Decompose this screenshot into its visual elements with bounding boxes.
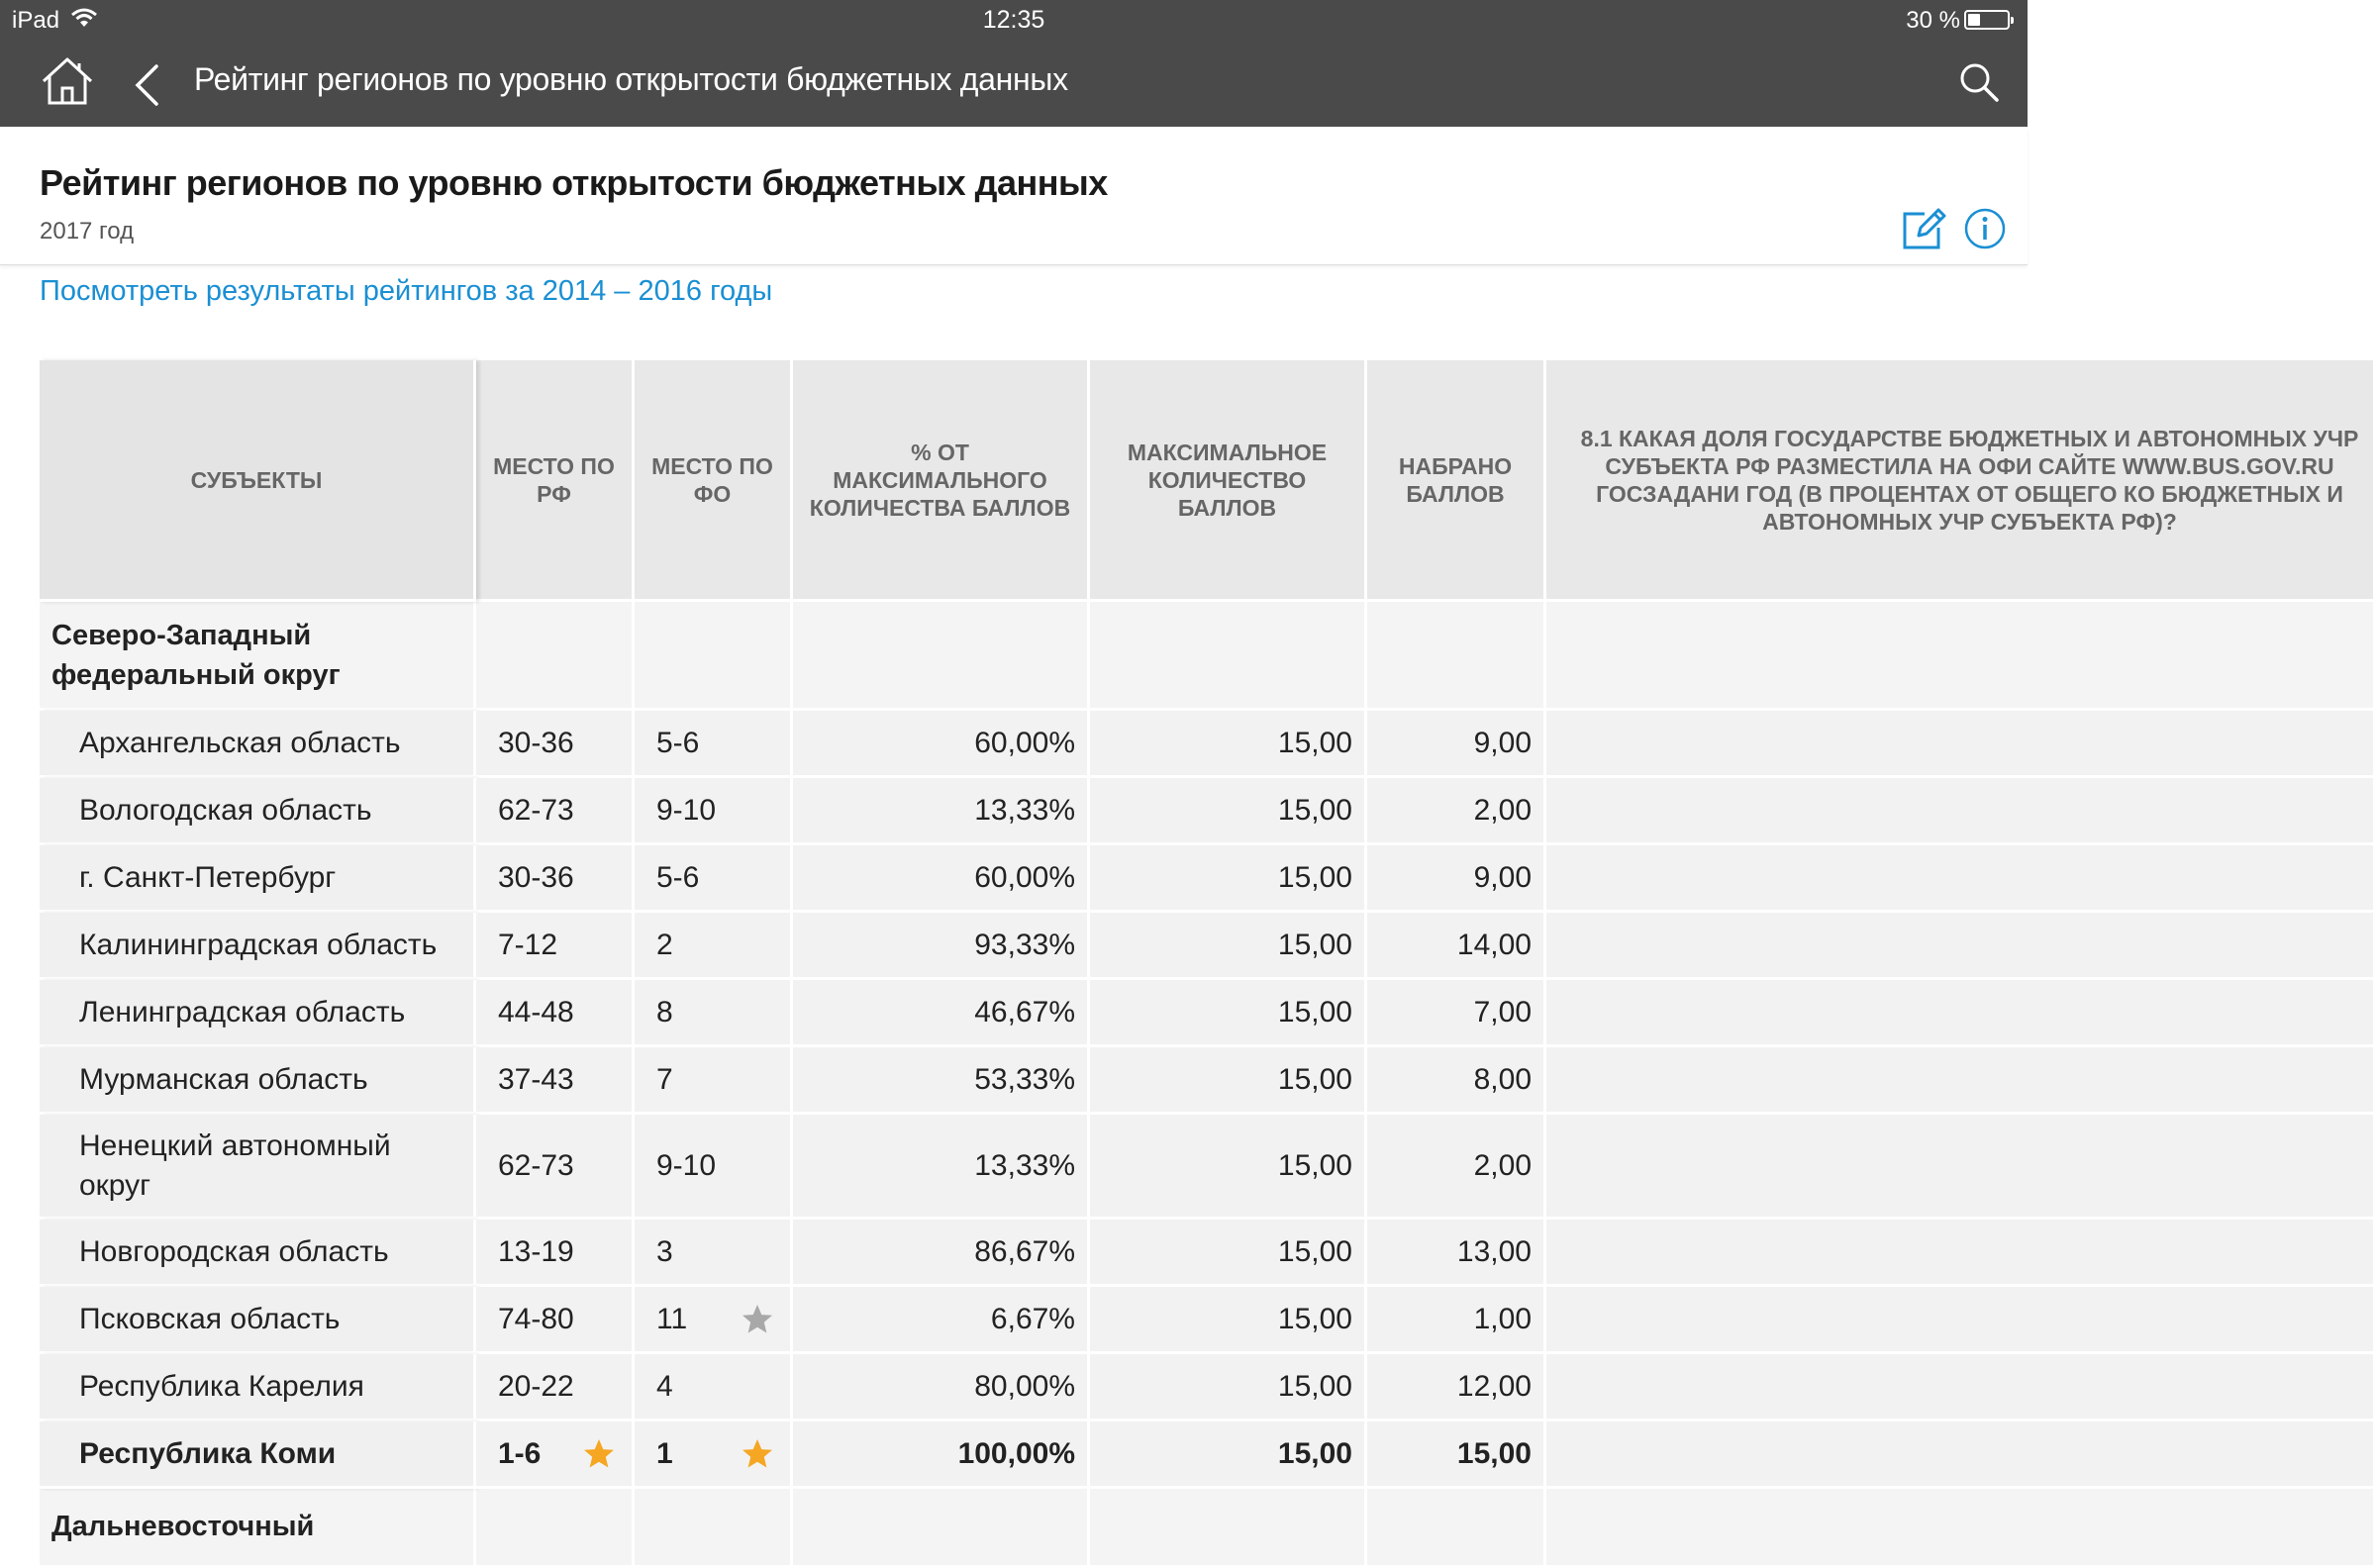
points: 9,00 — [1367, 845, 1546, 913]
points: 8,00 — [1367, 1047, 1546, 1115]
place-rf: 37-43 — [476, 1047, 635, 1115]
place-fo: 2 — [635, 913, 793, 980]
place-rf-cell — [476, 1421, 635, 1489]
max-points: 15,00 — [1090, 1220, 1367, 1287]
place-fo-cell — [635, 1287, 793, 1354]
place-fo: 3 — [635, 1220, 793, 1287]
place-rf: 44-48 — [476, 980, 635, 1047]
place-rf: 7-12 — [476, 913, 635, 980]
nav-title: Рейтинг регионов по уровню открытости бюджетных данных — [194, 61, 1068, 97]
place-fo-cell — [635, 1421, 793, 1489]
max-points: 15,00 — [1090, 1354, 1367, 1421]
col-header-place-rf[interactable]: МЕСТО ПО РФ — [476, 360, 635, 602]
region-name: Калининградская область — [40, 913, 476, 980]
history-ratings-link[interactable]: Посмотреть результаты рейтингов за 2014 – 2016 годы — [40, 275, 773, 307]
max-points: 15,00 — [1090, 845, 1367, 913]
place-fo: 7 — [635, 1047, 793, 1115]
points: 9,00 — [1367, 711, 1546, 778]
points: 15,00 — [1367, 1421, 1546, 1489]
percent-max: 100,00% — [793, 1421, 1090, 1489]
col-header-subjects[interactable]: СУБЪЕКТЫ — [40, 360, 476, 602]
table-row[interactable] — [40, 845, 2376, 913]
max-points: 15,00 — [1090, 711, 1367, 778]
page-title: Рейтинг регионов по уровню открытости бюджетных данных — [40, 162, 1108, 203]
points: 2,00 — [1367, 778, 1546, 845]
place-fo: 5-6 — [635, 845, 793, 913]
percent-max: 46,67% — [793, 980, 1090, 1047]
table-row[interactable] — [40, 778, 2376, 845]
battery-icon — [1964, 10, 2010, 30]
question-value — [1546, 913, 2376, 980]
region-name: г. Санкт-Петербург — [40, 845, 476, 913]
place-rf: 30-36 — [476, 845, 635, 913]
place-fo: 9-10 — [635, 778, 793, 845]
points: 2,00 — [1367, 1115, 1546, 1220]
place-rf: 62-73 — [476, 1115, 635, 1220]
table-row[interactable] — [40, 1047, 2376, 1115]
col-header-place-fo[interactable]: МЕСТО ПО ФО — [635, 360, 793, 602]
place-fo: 8 — [635, 980, 793, 1047]
battery-percent: 30 % — [1906, 7, 1960, 34]
star-gray-icon — [741, 1303, 774, 1336]
table-row[interactable] — [40, 1287, 2376, 1354]
percent-max: 86,67% — [793, 1220, 1090, 1287]
col-header-points[interactable]: НАБРАНО БАЛЛОВ — [1367, 360, 1546, 602]
max-points: 15,00 — [1090, 913, 1367, 980]
percent-max: 60,00% — [793, 711, 1090, 778]
star-gold-icon — [582, 1437, 616, 1471]
question-value — [1546, 845, 2376, 913]
question-value — [1546, 778, 2376, 845]
col-header-max-points[interactable]: МАКСИМАЛЬНОЕ КОЛИЧЕСТВО БАЛЛОВ — [1090, 360, 1367, 602]
points: 13,00 — [1367, 1220, 1546, 1287]
place-fo: 4 — [635, 1354, 793, 1421]
region-name: Новгородская область — [40, 1220, 476, 1287]
status-bar — [0, 0, 2028, 40]
page-header — [0, 127, 2028, 265]
percent-max: 53,33% — [793, 1047, 1090, 1115]
percent-max: 80,00% — [793, 1354, 1090, 1421]
rating-table[interactable] — [40, 360, 2359, 1542]
device-name: iPad — [12, 7, 60, 34]
question-value — [1546, 1115, 2376, 1220]
region-name: Мурманская область — [40, 1047, 476, 1115]
group-name: Северо-Западный федеральный округ — [40, 602, 476, 711]
region-name: Республика Карелия — [40, 1354, 476, 1421]
points: 14,00 — [1367, 913, 1546, 980]
max-points: 15,00 — [1090, 1421, 1367, 1489]
percent-max: 6,67% — [793, 1287, 1090, 1354]
place-fo: 5-6 — [635, 711, 793, 778]
home-icon[interactable] — [40, 55, 95, 107]
max-points: 15,00 — [1090, 1047, 1367, 1115]
place-rf: 20-22 — [476, 1354, 635, 1421]
place-fo: 9-10 — [635, 1115, 793, 1220]
group-row[interactable] — [40, 602, 2376, 711]
question-value — [1546, 711, 2376, 778]
question-value — [1546, 1047, 2376, 1115]
region-name: Псковская область — [40, 1287, 476, 1354]
edit-icon[interactable] — [1901, 206, 1946, 251]
percent-max: 93,33% — [793, 913, 1090, 980]
place-rf: 74-80 — [476, 1287, 635, 1354]
percent-max: 13,33% — [793, 1115, 1090, 1220]
col-header-percent-max[interactable]: % ОТ МАКСИМАЛЬНОГО КОЛИЧЕСТВА БАЛЛОВ — [793, 360, 1090, 602]
percent-max: 60,00% — [793, 845, 1090, 913]
info-icon[interactable] — [1964, 208, 2006, 249]
table-row[interactable] — [40, 1115, 2376, 1220]
region-name: Республика Коми — [40, 1421, 476, 1489]
region-name: Ненецкий автономный округ — [40, 1115, 476, 1220]
place-rf: 13-19 — [476, 1220, 635, 1287]
table-row[interactable] — [40, 980, 2376, 1047]
max-points: 15,00 — [1090, 1287, 1367, 1354]
table-row[interactable] — [40, 1354, 2376, 1421]
question-value — [1546, 980, 2376, 1047]
group-row[interactable] — [40, 1489, 2376, 1568]
place-rf: 30-36 — [476, 711, 635, 778]
max-points: 15,00 — [1090, 1115, 1367, 1220]
points: 1,00 — [1367, 1287, 1546, 1354]
region-name: Ленинградская область — [40, 980, 476, 1047]
place-fo: 1 — [656, 1436, 673, 1470]
region-name: Архангельская область — [40, 711, 476, 778]
table-row[interactable] — [40, 1220, 2376, 1287]
max-points: 15,00 — [1090, 778, 1367, 845]
search-icon[interactable] — [1958, 61, 2000, 103]
top-bar — [0, 0, 2028, 127]
back-chevron-icon[interactable] — [133, 63, 160, 107]
question-value — [1546, 1354, 2376, 1421]
question-value — [1546, 1220, 2376, 1287]
place-rf: 1-6 — [498, 1436, 542, 1470]
region-name: Вологодская область — [40, 778, 476, 845]
star-gold-icon — [741, 1437, 774, 1471]
group-name: Дальневосточный — [40, 1489, 476, 1568]
status-time: 12:35 — [982, 6, 1045, 34]
table-row[interactable] — [40, 913, 2376, 980]
table-row[interactable] — [40, 1421, 2376, 1489]
points: 7,00 — [1367, 980, 1546, 1047]
percent-max: 13,33% — [793, 778, 1090, 845]
max-points: 15,00 — [1090, 980, 1367, 1047]
place-rf: 62-73 — [476, 778, 635, 845]
table-header-row — [40, 360, 2376, 602]
points: 12,00 — [1367, 1354, 1546, 1421]
question-value — [1546, 1421, 2376, 1489]
table-row[interactable] — [40, 711, 2376, 778]
place-fo: 11 — [656, 1302, 688, 1335]
col-header-question[interactable]: 8.1 КАКАЯ ДОЛЯ ГОСУДАРСТВЕ БЮДЖЕТНЫХ И АВТОНОМНЫХ УЧР СУБЪЕКТА РФ РАЗМЕСТИЛА НА ОФИ САЙТЕ WWW.BUS.GOV.RU ГОСЗАДАНИ ГОД (В ПРОЦЕНТАХ ОТ ОБЩЕГО КО БЮДЖЕТНЫХ И АВТОНОМНЫХ УЧР СУБЪЕКТА РФ)? — [1546, 360, 2376, 602]
page-year: 2017 год — [40, 218, 135, 245]
question-value — [1546, 1287, 2376, 1354]
